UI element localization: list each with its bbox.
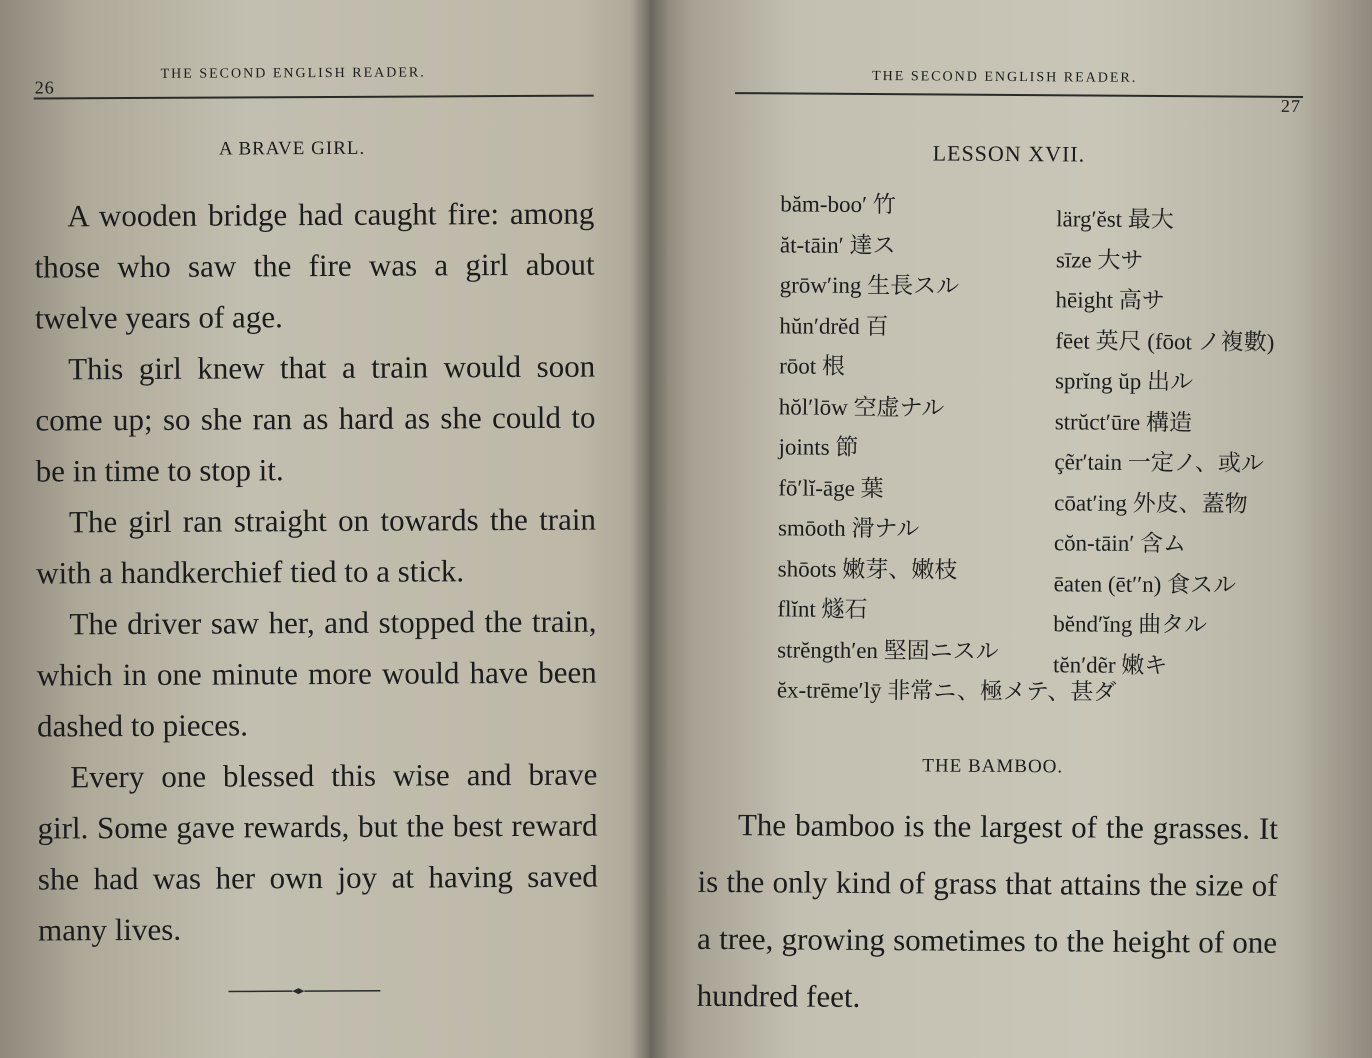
vocabulary-item: smōoth 滑ナル xyxy=(777,515,920,542)
vocabulary-item: ĕx-trēme′lȳ 非常ニ、極メテ、甚ダ xyxy=(776,677,1117,705)
vocabulary-item: cŏn-tāin′ 含ム xyxy=(1053,530,1187,557)
story-paragraph-5: Every one blessed this wise and brave girl. Some gave rewards, but the best reward she had was her own joy at having saved many lives. xyxy=(37,756,598,948)
vocabulary-item: băm-boo′ 竹 xyxy=(780,191,896,218)
vocabulary-item: çẽr′tain 一定ノ、或ル xyxy=(1054,449,1265,476)
right-page xyxy=(646,0,1372,1058)
lesson-paragraph: The bamboo is the largest of the grasses. It is the only kind of grass that attains the size of a tree, growing sometimes to the height of one hundred feet. xyxy=(696,807,1279,1014)
vocabulary-item: strŭct′ūre 構造 xyxy=(1054,408,1193,435)
vocabulary-item: shōots 嫩芽、嫩枝 xyxy=(777,555,958,583)
vocabulary-item: ēaten (ēt′′n) 食スル xyxy=(1053,570,1237,598)
vocabulary-column-right xyxy=(1053,199,1275,687)
running-head: THE SECOND ENGLISH READER. xyxy=(160,65,426,82)
vocabulary-item: rōot 根 xyxy=(779,353,846,379)
story-title: A BRAVE GIRL. xyxy=(218,137,366,160)
vocabulary-item: fō′lĭ-āge 葉 xyxy=(778,474,884,501)
story-paragraph-2: This girl knew that a train would soon come up; so she ran as hard as she could to be in time to stop it. xyxy=(35,348,596,489)
vocabulary-item: flĭnt 燧石 xyxy=(777,596,868,623)
page-number: 26 xyxy=(34,77,55,98)
vocabulary-item: hŏl′lōw 空虚ナル xyxy=(778,393,945,421)
running-head: THE SECOND ENGLISH READER. xyxy=(872,69,1138,86)
vocabulary-item: cōat′ing 外皮、蓋物 xyxy=(1054,489,1248,517)
vocabulary-item: lärg′ĕst 最大 xyxy=(1056,206,1174,233)
story-paragraph-3: The girl ran straight on towards the train with a handkerchief tied to a stick. xyxy=(36,501,597,591)
page-number: 27 xyxy=(1280,95,1302,117)
vocabulary-item: strĕngth′en 堅固ニスル xyxy=(777,636,999,664)
vocabulary-item: sprĭng ŭp 出ル xyxy=(1054,368,1194,395)
lesson-title: LESSON XVII. xyxy=(932,140,1086,167)
left-page xyxy=(0,0,653,1058)
vocabulary-item: hŭn′drĕd 百 xyxy=(779,312,889,339)
tail-ornament xyxy=(228,987,380,996)
vocabulary-item: joints 節 xyxy=(778,434,859,460)
vocabulary-item: sīze 大サ xyxy=(1055,246,1144,273)
vocabulary-item: ăt-tāin′ 達ス xyxy=(779,231,896,258)
header-rule xyxy=(735,92,1303,98)
vocabulary-item: hēight 高サ xyxy=(1055,287,1165,314)
vocabulary-item: tĕn′dẽr 嫩キ xyxy=(1052,651,1168,678)
vocabulary-item: bĕnd′ĭng 曲タル xyxy=(1053,611,1208,638)
vocabulary-item: fēet 英尺 (fōot ノ複數) xyxy=(1055,327,1275,355)
story-paragraph-1: A wooden bridge had caught fire: among those who saw the fire was a girl about twelve years of age. xyxy=(34,195,595,336)
header-rule xyxy=(34,95,594,100)
story-paragraph-4: The driver saw her, and stopped the train, which in one minute more would have been dashed to pieces. xyxy=(36,603,597,744)
section-title: THE BAMBOO. xyxy=(922,755,1064,778)
vocabulary-item: grōw′ing 生長スル xyxy=(779,272,960,299)
